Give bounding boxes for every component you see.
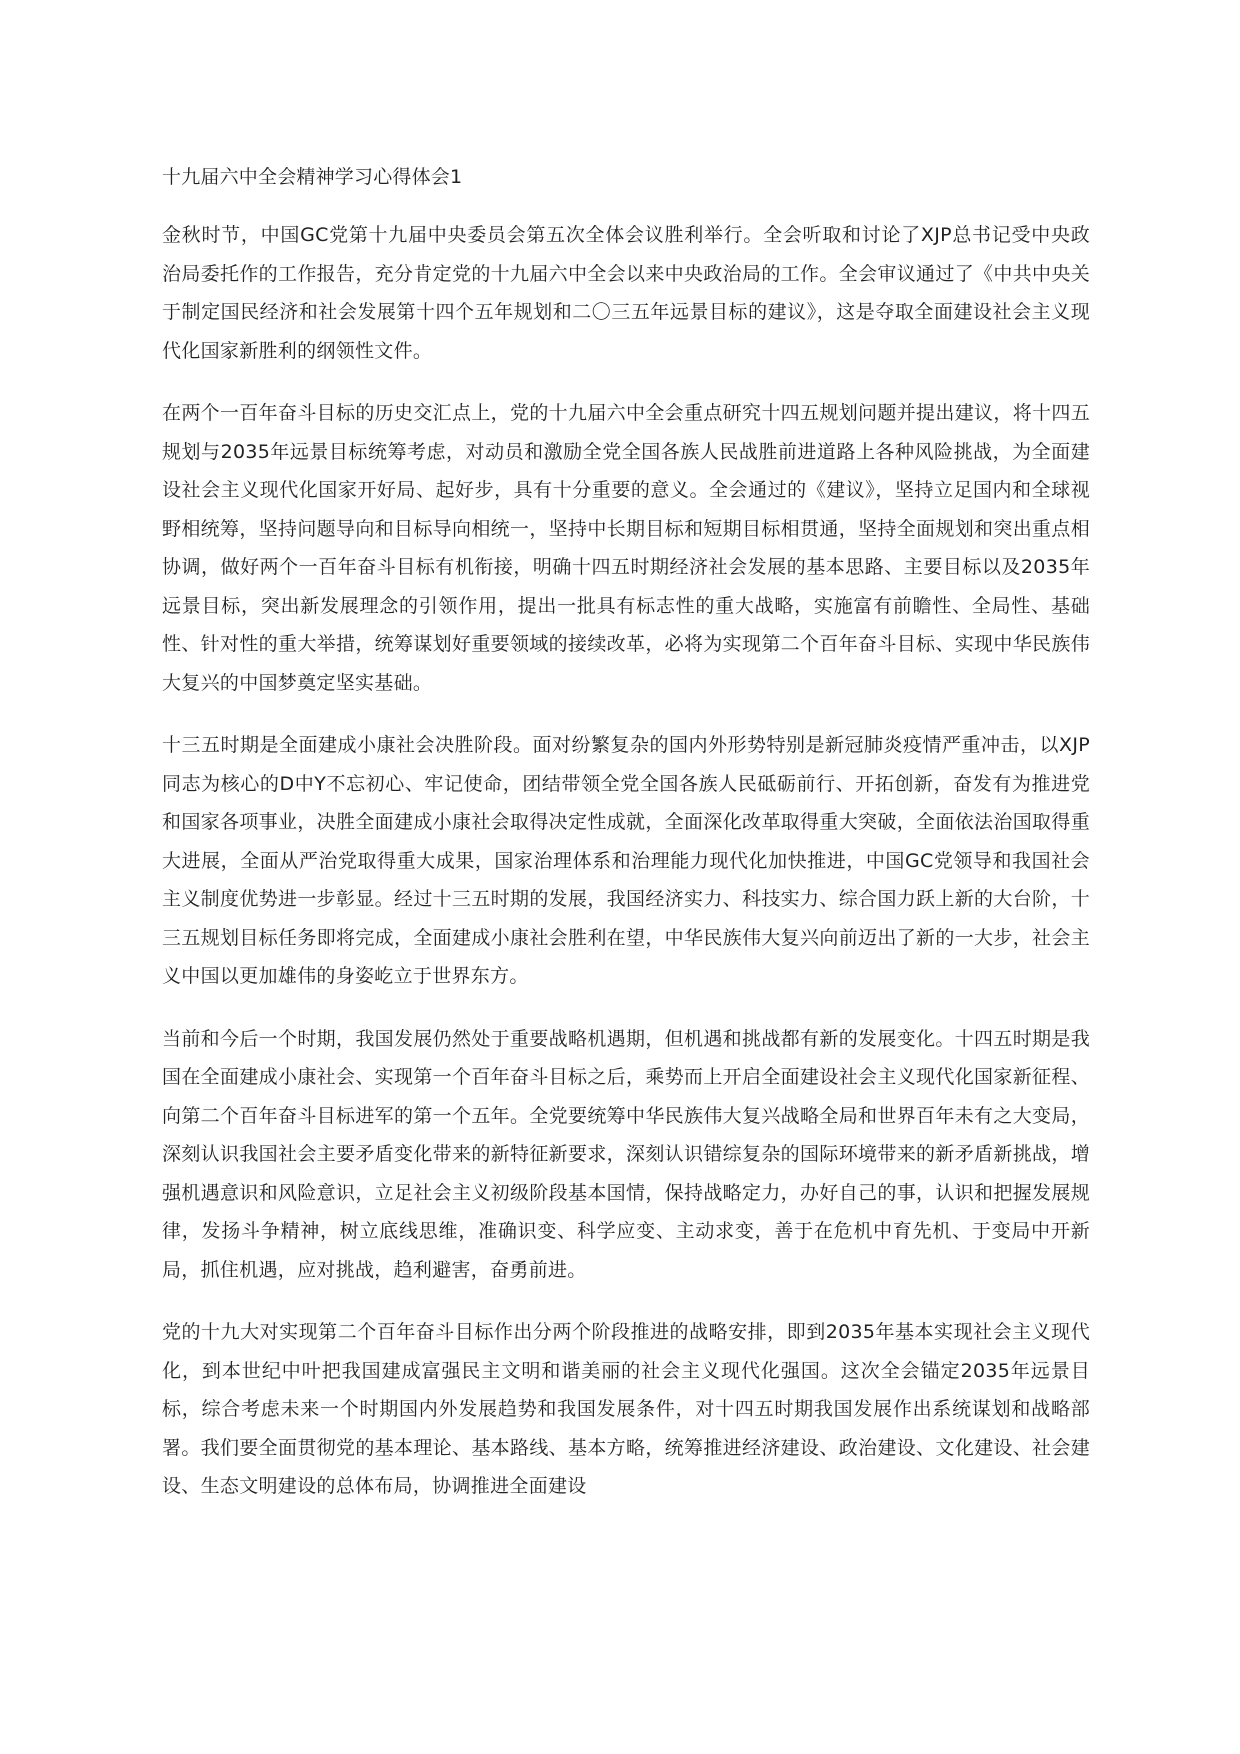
paragraph-3: 十三五时期是全面建成小康社会决胜阶段。面对纷繁复杂的国内外形势特别是新冠肺炎疫情严重冲击，以XJP同志为核心的D中Y不忘初心、牢记使命，团结带领全党全国各族人民砥砺前行、开拓创新，奋发有为推进党和国家各项事业，决胜全面建成小康社会取得决定性成就，全面深化改革取得重大突破，全面依法治国取得重大进展，全面从严治党取得重大成果，国家治理体系和治理能力现代化加快推进，中国GC党领导和我国社会主义制度优势进一步彰显。经过十三五时期的发展，我国经济实力、科技实力、综合国力跃上新的大台阶，十三五规划目标任务即将完成，全面建成小康社会胜利在望，中华民族伟大复兴向前迈出了新的一大步，社会主义中国以更加雄伟的身姿屹立于世界东方。: [162, 734, 1090, 987]
paragraph-5: 党的十九大对实现第二个百年奋斗目标作出分两个阶段推进的战略安排，即到2035年基本实现社会主义现代化，到本世纪中叶把我国建成富强民主文明和谐美丽的社会主义现代化强国。这次全会锚定2035年远景目标，综合考虑未来一个时期国内外发展趋势和我国发展条件，对十四五时期我国发展作出系统谋划和战略部署。我们要全面贯彻党的基本理论、基本路线、基本方略，统筹推进经济建设、政治建设、文化建设、社会建设、生态文明建设的总体布局，协调推进全面建设: [162, 1321, 1090, 1497]
paragraph-1: 金秋时节，中国GC党第十九届中央委员会第五次全体会议胜利举行。全会听取和讨论了XJP总书记受中央政治局委托作的工作报告，充分肯定党的十九届六中全会以来中央政治局的工作。全会审议通过了《中共中央关于制定国民经济和社会发展第十四个五年规划和二〇三五年远景目标的建议》，这是夺取全面建设社会主义现代化国家新胜利的纲领性文件。: [162, 224, 1090, 362]
document-title: 十九届六中全会精神学习心得体会1: [162, 166, 463, 188]
paragraph-4: 当前和今后一个时期，我国发展仍然处于重要战略机遇期，但机遇和挑战都有新的发展变化。十四五时期是我国在全面建成小康社会、实现第一个百年奋斗目标之后，乘势而上开启全面建设社会主义现代化国家新征程、向第二个百年奋斗目标进军的第一个五年。全党要统筹中华民族伟大复兴战略全局和世界百年未有之大变局，深刻认识我国社会主要矛盾变化带来的新特征新要求，深刻认识错综复杂的国际环境带来的新矛盾新挑战，增强机遇意识和风险意识，立足社会主义初级阶段基本国情，保持战略定力，办好自己的事，认识和把握发展规律，发扬斗争精神，树立底线思维，准确识变、科学应变、主动求变，善于在危机中育先机、于变局中开新局，抓住机遇，应对挑战，趋利避害，奋勇前进。: [162, 1027, 1090, 1281]
paragraph-2: 在两个一百年奋斗目标的历史交汇点上，党的十九届六中全会重点研究十四五规划问题并提出建议，将十四五规划与2035年远景目标统筹考虑，对动员和激励全党全国各族人民战胜前进道路上各种风险挑战，为全面建设社会主义现代化国家开好局、起好步，具有十分重要的意义。全会通过的《建议》，坚持立足国内和全球视野相统筹，坚持问题导向和目标导向相统一，坚持中长期目标和短期目标相贯通，坚持全面规划和突出重点相协调，做好两个一百年奋斗目标有机衔接，明确十四五时期经济社会发展的基本思路、主要目标以及2035年远景目标，突出新发展理念的引领作用，提出一批具有标志性的重大战略，实施富有前瞻性、全局性、基础性、针对性的重大举措，统筹谋划好重要领域的接续改革，必将为实现第二个百年奋斗目标、实现中华民族伟大复兴的中国梦奠定坚实基础。: [162, 402, 1090, 694]
